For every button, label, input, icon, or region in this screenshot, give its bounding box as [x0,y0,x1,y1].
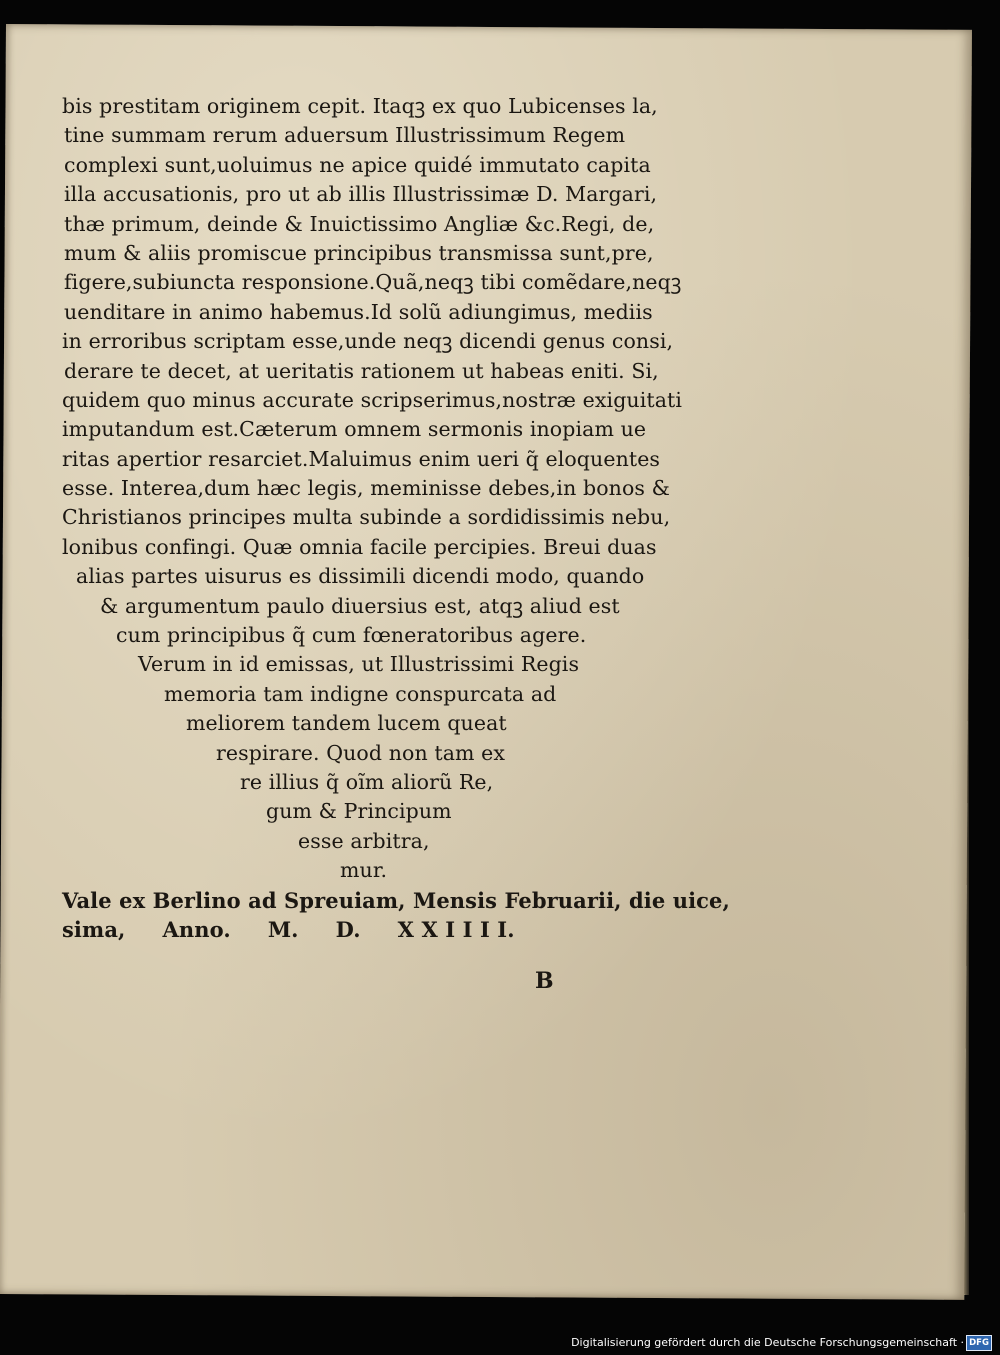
text-line: thæ primum, deinde & Inuictissimo Angliæ &c.Regi, de, [64,211,655,236]
text-line: uenditare in animo habemus.Id solũ adiungimus, mediis [64,299,653,324]
text-line: meliorem tandem lucem queat [186,711,507,736]
text-line: cum principibus q̃ cum fœneratoribus agere. [116,623,587,648]
text-line: Verum in id emissas, ut Illustrissimi Regis [138,652,580,677]
text-line: imputandum est.Cæterum omnem sermonis inopiam ue [62,417,647,442]
closing-line: sima, Anno. M. D. X X I I I I. [62,916,515,942]
text-line: & argumentum paulo diuersius est, atqꝫ aliud est [100,593,620,618]
text-line: Christianos principes multa subinde a sordidissimis nebu, [62,505,671,530]
digitization-credit: Digitalisierung gefördert durch die Deutsche Forschungsgemeinschaft · [571,1336,964,1349]
text-line: derare te decet, at ueritatis rationem ut habeas eniti. Si, [64,358,659,383]
text-line: memoria tam indigne conspurcata ad [164,681,557,706]
text-line: mur. [340,858,388,883]
closing-salutation [58,886,730,945]
text-line: gum & Principum [266,799,452,824]
dfg-logo: DFG [966,1335,992,1351]
text-line: ritas apertior resarciet.Maluimus enim ueri q̃ eloquentes [62,446,661,471]
text-line: quidem quo minus accurate scripserimus,nostræ exiguitati [62,387,683,412]
text-line: esse. Interea,dum hæc legis, meminisse debes,in bonos & [62,476,670,501]
text-line: alias partes uisurus es dissimili dicendi modo, quando [76,564,645,589]
body-text [58,92,730,944]
text-line: esse arbitra, [298,828,430,853]
text-line: bis prestitam originem cepit. Itaqꝫ ex quo Lubicenses la, [62,94,658,118]
text-line: figere,subiuncta responsione.Quã,neqꝫ tibi comẽdare,neqꝫ [64,270,682,295]
text-line: illa accusationis, pro ut ab illis Illustrissimæ D. Margari, [64,182,658,207]
text-line: mum & aliis promiscue principibus transmissa sunt,pre, [64,240,654,265]
text-line: complexi sunt,uoluimus ne apice quidé immutato capita [64,152,651,177]
text-line: in erroribus scriptam esse,unde neqꝫ dicendi genus consi, [62,329,674,354]
closing-line: Vale ex Berlino ad Spreuiam, Mensis Februarii, die uice, [62,887,730,913]
text-line: tine summam rerum aduersum Illustrissimum Regem [64,123,626,148]
text-line: lonibus confingi. Quæ omnia facile percipies. Breui duas [62,534,657,559]
text-line: re illius q̃ oĩm aliorũ Re, [240,769,494,794]
signature-mark: B [535,968,554,994]
text-line: respirare. Quod non tam ex [216,740,506,765]
